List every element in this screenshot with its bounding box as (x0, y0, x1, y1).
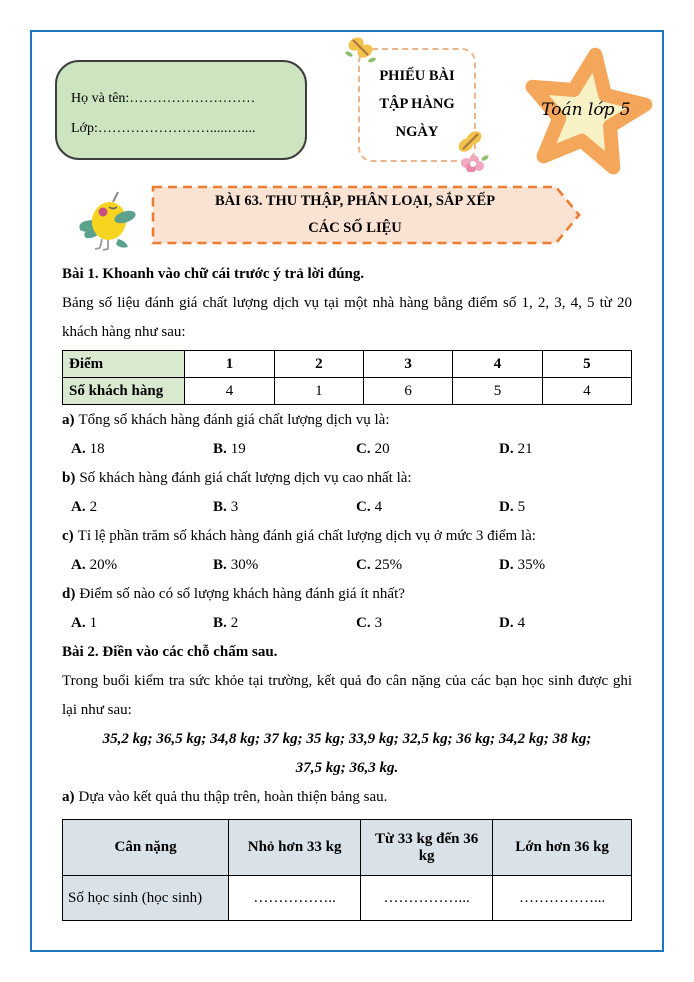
lesson-title-banner (150, 184, 582, 246)
question-c-options (62, 551, 632, 580)
exercise2-intro: Trong buổi kiểm tra sức khỏe tại trường, kết quả đo cân nặng của các bạn học sinh được ghi lại như sau: (62, 673, 632, 718)
option-c[interactable]: C. 25% (356, 557, 403, 573)
ratings-score-2: 2 (274, 351, 363, 378)
weights-header-category: Cân nặng (63, 820, 229, 876)
grade-star-badge (510, 40, 662, 188)
ratings-score-5: 5 (542, 351, 631, 378)
lesson-title-line1: BÀI 63. THU THẬP, PHÂN LOẠI, SẮP XẾP (214, 193, 496, 209)
exercise2-heading: Bài 2. Điền vào các chỗ chấm sau. (62, 644, 278, 660)
table-row (63, 876, 632, 921)
question-a: a) Tổng số khách hàng đánh giá chất lượng dịch vụ là: (62, 412, 390, 428)
weights-table (62, 819, 632, 921)
option-a[interactable]: A. 20% (71, 557, 118, 573)
chick-icon (72, 186, 140, 259)
ratings-count-5: 4 (542, 378, 631, 405)
ratings-count-3: 6 (363, 378, 452, 405)
option-b[interactable]: B. 19 (213, 441, 246, 457)
lesson-title-line2: CÁC SỐ LIỆU (308, 220, 402, 236)
option-c[interactable]: C. 4 (356, 499, 383, 515)
student-info-box (55, 60, 307, 160)
weights-data-line1: 35,2 kg; 36,5 kg; 34,8 kg; 37 kg; 35 kg; 33,9 kg; 32,5 kg; 36 kg; 34,2 kg; 38 kg; (102, 731, 592, 747)
option-a[interactable]: A. 2 (71, 499, 98, 515)
ratings-row2-label: Số khách hàng (63, 378, 185, 405)
question-c: c) Tỉ lệ phần trăm số khách hàng đánh giá chất lượng dịch vụ ở mức 3 điểm là: (62, 528, 536, 544)
exercise2-sub-a: a) Dựa vào kết quả thu thập trên, hoàn thiện bảng sau. (62, 789, 388, 805)
weights-header-over36: Lớn hơn 36 kg (493, 820, 632, 876)
weights-row-label: Số học sinh (học sinh) (63, 876, 229, 921)
question-a-options (62, 435, 632, 464)
weights-header-under33: Nhỏ hơn 33 kg (229, 820, 361, 876)
weights-data-line2: 37,5 kg; 36,3 kg. (295, 760, 399, 776)
option-b[interactable]: B. 30% (213, 557, 259, 573)
answer-cell-over36[interactable]: ……………... (493, 876, 632, 921)
weights-header-33to36: Từ 33 kg đến 36 kg (361, 820, 493, 876)
question-d: d) Điểm số nào có số lượng khách hàng đánh giá ít nhất? (62, 586, 405, 602)
option-d[interactable]: D. 5 (499, 499, 526, 515)
table-row (63, 351, 632, 378)
table-row (63, 820, 632, 876)
option-d[interactable]: D. 21 (499, 441, 533, 457)
name-field: Họ và tên:……………………… (71, 91, 256, 106)
worksheet-content (62, 260, 632, 921)
exercise1-intro: Bảng số liệu đánh giá chất lượng dịch vụ tại một nhà hàng bằng điểm số 1, 2, 3, 4, 5 từ 20 khách hàng như sau: (62, 295, 632, 340)
option-d[interactable]: D. 4 (499, 615, 526, 631)
option-c[interactable]: C. 20 (356, 441, 390, 457)
question-b-options (62, 493, 632, 522)
option-a[interactable]: A. 1 (71, 615, 98, 631)
class-field: Lớp:…………………….....….... (71, 121, 256, 136)
answer-cell-33to36[interactable]: ……………... (361, 876, 493, 921)
ratings-score-4: 4 (453, 351, 542, 378)
option-b[interactable]: B. 3 (213, 499, 239, 515)
ratings-row1-label: Điểm (63, 351, 185, 378)
butterfly-icon (345, 34, 379, 76)
question-d-options (62, 609, 632, 638)
option-a[interactable]: A. 18 (71, 441, 105, 457)
exercise1-heading: Bài 1. Khoanh vào chữ cái trước ý trả lời đúng. (62, 266, 365, 282)
question-b: b) Số khách hàng đánh giá chất lượng dịch vụ cao nhất là: (62, 470, 412, 486)
option-d[interactable]: D. 35% (499, 557, 546, 573)
badge-title-line3: NGÀY (395, 124, 439, 140)
ratings-count-4: 5 (453, 378, 542, 405)
ratings-count-2: 1 (274, 378, 363, 405)
ratings-count-1: 4 (185, 378, 274, 405)
badge-title-line1: PHIẾU BÀI (379, 68, 455, 84)
ratings-table (62, 350, 632, 405)
ratings-score-1: 1 (185, 351, 274, 378)
butterfly-flower-icon (452, 130, 492, 182)
option-c[interactable]: C. 3 (356, 615, 383, 631)
answer-cell-under33[interactable]: …………….. (229, 876, 361, 921)
badge-title-line2: TẬP HÀNG (379, 96, 455, 112)
daily-worksheet-badge (358, 48, 476, 162)
ratings-score-3: 3 (363, 351, 452, 378)
option-b[interactable]: B. 2 (213, 615, 239, 631)
table-row (63, 378, 632, 405)
grade-label: Toán lớp 5 (541, 100, 631, 120)
